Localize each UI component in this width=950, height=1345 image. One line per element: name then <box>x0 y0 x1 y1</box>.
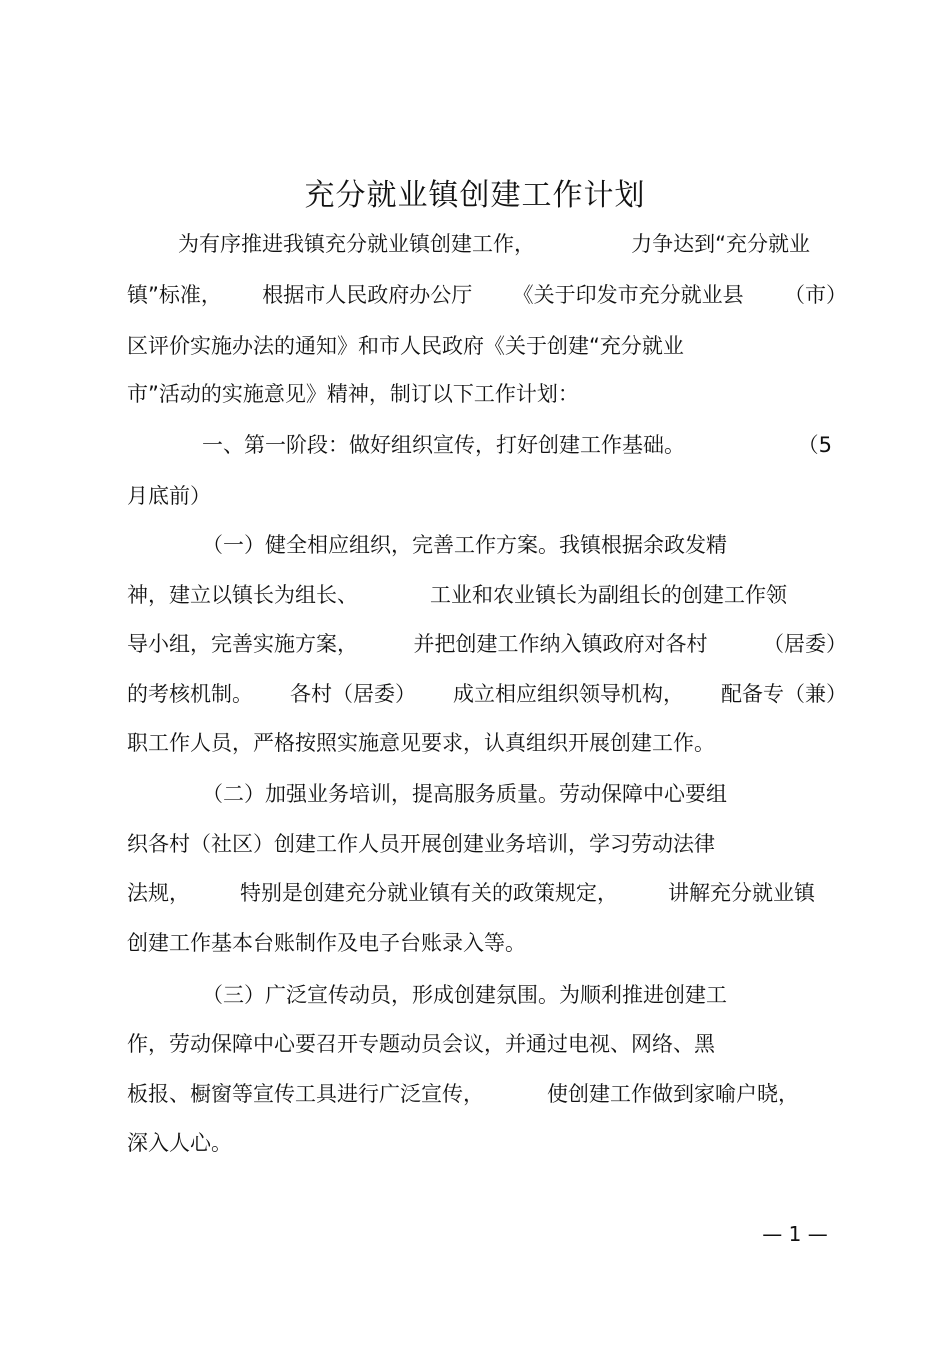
text-segment: 根据市人民政府办公厅 <box>262 283 473 307</box>
text-segment: 并把创建工作纳入镇政府对各村 <box>413 632 708 656</box>
text-segment: 的考核机制。 <box>127 682 253 706</box>
text-segment: 法规， <box>127 881 190 905</box>
text-segment: （5 <box>797 433 832 457</box>
text-segment: 各村（居委） <box>290 682 416 706</box>
section-heading-cont: 月底前） <box>127 484 211 508</box>
paragraph-line: （三）广泛宣传动员，形成创建氛围。为顺利推进创建工 <box>202 983 727 1007</box>
text-segment: 讲解充分就业镇 <box>668 881 815 905</box>
paragraph-line: （一）健全相应组织，完善工作方案。我镇根据余政发精 <box>202 533 727 557</box>
paragraph-line: 深入人心。 <box>127 1131 232 1155</box>
section-heading <box>202 430 832 460</box>
text-segment: 神，建立以镇长为组长、 <box>127 583 358 607</box>
text-segment: 板报、橱窗等宣传工具进行广泛宣传， <box>127 1082 484 1106</box>
paragraph-line: 创建工作基本台账制作及电子台账录入等。 <box>127 931 526 955</box>
paragraph-line <box>127 1079 799 1109</box>
text-segment: 成立相应组织领导机构， <box>453 682 684 706</box>
text-segment: 工业和农业镇长为副组长的创建工作领 <box>430 583 787 607</box>
paragraph-line <box>127 679 847 709</box>
text-segment: 使创建工作做到家喻户晓， <box>547 1082 799 1106</box>
paragraph-line <box>178 229 810 259</box>
text-segment: 特别是创建充分就业镇有关的政策规定， <box>240 881 618 905</box>
text-segment: 力争达到“充分就业 <box>631 232 810 256</box>
paragraph-line <box>127 629 847 659</box>
page-number: — 1 — <box>762 1222 828 1246</box>
paragraph-line: 区评价实施办法的通知》和市人民政府《关于创建“充分就业 <box>127 334 684 358</box>
paragraph-line: 作，劳动保障中心要召开专题动员会议，并通过电视、网络、黑 <box>127 1032 715 1056</box>
paragraph-line: 职工作人员，严格按照实施意见要求，认真组织开展创建工作。 <box>127 731 715 755</box>
document-title: 充分就业镇创建工作计划 <box>304 178 646 213</box>
text-segment: 《关于印发市充分就业县 <box>512 283 744 307</box>
paragraph-line: 织各村（社区）创建工作人员开展创建业务培训，学习劳动法律 <box>127 832 715 856</box>
paragraph-line <box>127 580 787 610</box>
paragraph-line <box>127 878 815 908</box>
text-segment: 为有序推进我镇充分就业镇创建工作， <box>178 232 535 256</box>
text-segment: （市） <box>783 283 847 307</box>
text-segment: 导小组，完善实施方案， <box>127 632 358 656</box>
paragraph-line: （二）加强业务培训，提高服务质量。劳动保障中心要组 <box>202 782 727 806</box>
text-segment: 一、第一阶段：做好组织宣传，打好创建工作基础。 <box>202 433 685 457</box>
paragraph-line <box>127 280 847 310</box>
text-segment: 镇”标准， <box>127 283 222 307</box>
paragraph-line: 市”活动的实施意见》精神，制订以下工作计划： <box>127 382 579 406</box>
text-segment: 配备专（兼） <box>721 682 847 706</box>
text-segment: （居委） <box>763 632 847 656</box>
